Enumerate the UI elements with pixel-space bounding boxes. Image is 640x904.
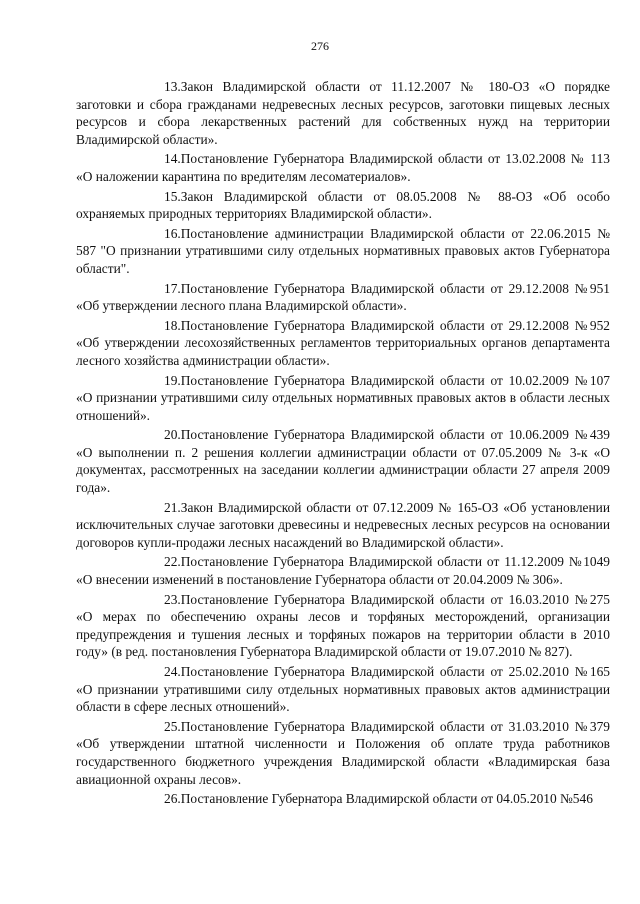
item-text: Постановление Губернатора Владимирской области от 11.12.2009 №1049 «О внесении изменений в постановление Губернатора области от 20.04.2009 № 306». (76, 554, 610, 588)
item-number: 13. (164, 79, 181, 94)
item-number: 18. (164, 317, 181, 333)
list-item (76, 317, 610, 370)
item-number: 24. (164, 664, 181, 679)
list-item (76, 280, 610, 315)
item-number: 20. (164, 427, 181, 443)
item-text: Постановление Губернатора Владимирской области от 04.05.2010 №546 (180, 791, 593, 807)
item-number: 21. (164, 499, 181, 515)
document-body (76, 78, 610, 810)
item-number: 17. (164, 280, 181, 296)
list-item (76, 372, 610, 425)
list-item (76, 663, 610, 716)
item-text: Постановление Губернатора Владимирской области от 31.03.2010 №379 «Об утверждении штатной численности и Положения об оплате труда работников государственного бюджетного учреждения Владимирской области «Владимирская база авиационной охраны лесов». (76, 718, 610, 787)
item-text: Закон Владимирской области от 07.12.2009 № 165-ОЗ «Об установлении исключительных случае заготовки древесины и недревесных лесных ресурсов на основании договоров купли-продажи лесных насаждений во Владимирской области». (76, 499, 610, 550)
list-item (76, 790, 610, 808)
item-number: 19. (164, 372, 181, 388)
item-text: Постановление Губернатора Владимирской области от 13.02.2008 № 113 «О наложении карантина по вредителям лесоматериалов». (76, 151, 610, 184)
list-item (76, 499, 610, 552)
item-number: 15. (164, 188, 181, 204)
item-number: 14. (164, 151, 181, 167)
item-number: 25. (164, 718, 181, 734)
list-item (76, 718, 610, 788)
item-number: 16. (164, 225, 181, 241)
item-text: Постановление Губернатора Владимирской области от 10.06.2009 №439 «О выполнении п. 2 решения коллегии администрации области от 07.05.2009 № 3-к «О документах, рассмотренных на заседании коллегии администрации области 27 апреля 2009 года». (76, 427, 610, 496)
item-text: Постановление Губернатора Владимирской области от 29.12.2008 №951 «Об утверждении лесного плана Владимирской области». (76, 280, 610, 314)
item-text: Постановление Губернатора Владимирской области от 29.12.2008 №952 «Об утверждении лесохозяйственных регламентов территориальных органов департамента лесного хозяйства администрации области». (76, 317, 610, 368)
list-item (76, 188, 610, 223)
item-text: Постановление Губернатора Владимирской области от 10.02.2009 №107 «О признании утратившими силу отдельных нормативных правовых актов в области лесных отношений». (76, 372, 610, 423)
list-item (76, 78, 610, 148)
item-number: 26. (164, 791, 181, 807)
list-item (76, 553, 610, 588)
item-text: Постановление администрации Владимирской области от 22.06.2015 № 587 "О признании утратившими силу отдельных нормативных правовых актов Губернатора области". (76, 225, 610, 276)
list-item (76, 150, 610, 185)
item-text: Закон Владимирской области от 11.12.2007 № 180-ОЗ «О порядке заготовки и сбора гражданами недревесных лесных ресурсов, заготовки пищевых лесных ресурсов и сбора лекарственных растений для собственных нужд на территории Владимирской области». (76, 79, 610, 147)
item-number: 22. (164, 554, 181, 570)
list-item (76, 591, 610, 661)
item-text: Постановление Губернатора Владимирской области от 16.03.2010 №275 «О мерах по обеспечению охраны лесов и торфяных месторождений, организации предупреждения и тушения лесных и торфяных пожаров на территории области в 2010 году» (в ред. постановления Губернатора Владимирской области от 19.07.2010 № 827). (76, 591, 610, 660)
page-number: 276 (311, 39, 329, 53)
item-text: Закон Владимирской области от 08.05.2008 № 88-ОЗ «Об особо охраняемых природных территориях Владимирской области». (76, 188, 610, 222)
item-number: 23. (164, 591, 181, 607)
list-item (76, 426, 610, 496)
item-text: Постановление Губернатора Владимирской области от 25.02.2010 №165 «О признании утратившими силу отдельных нормативных правовых актов администрации области в сфере лесных отношений». (76, 664, 610, 715)
list-item (76, 225, 610, 278)
